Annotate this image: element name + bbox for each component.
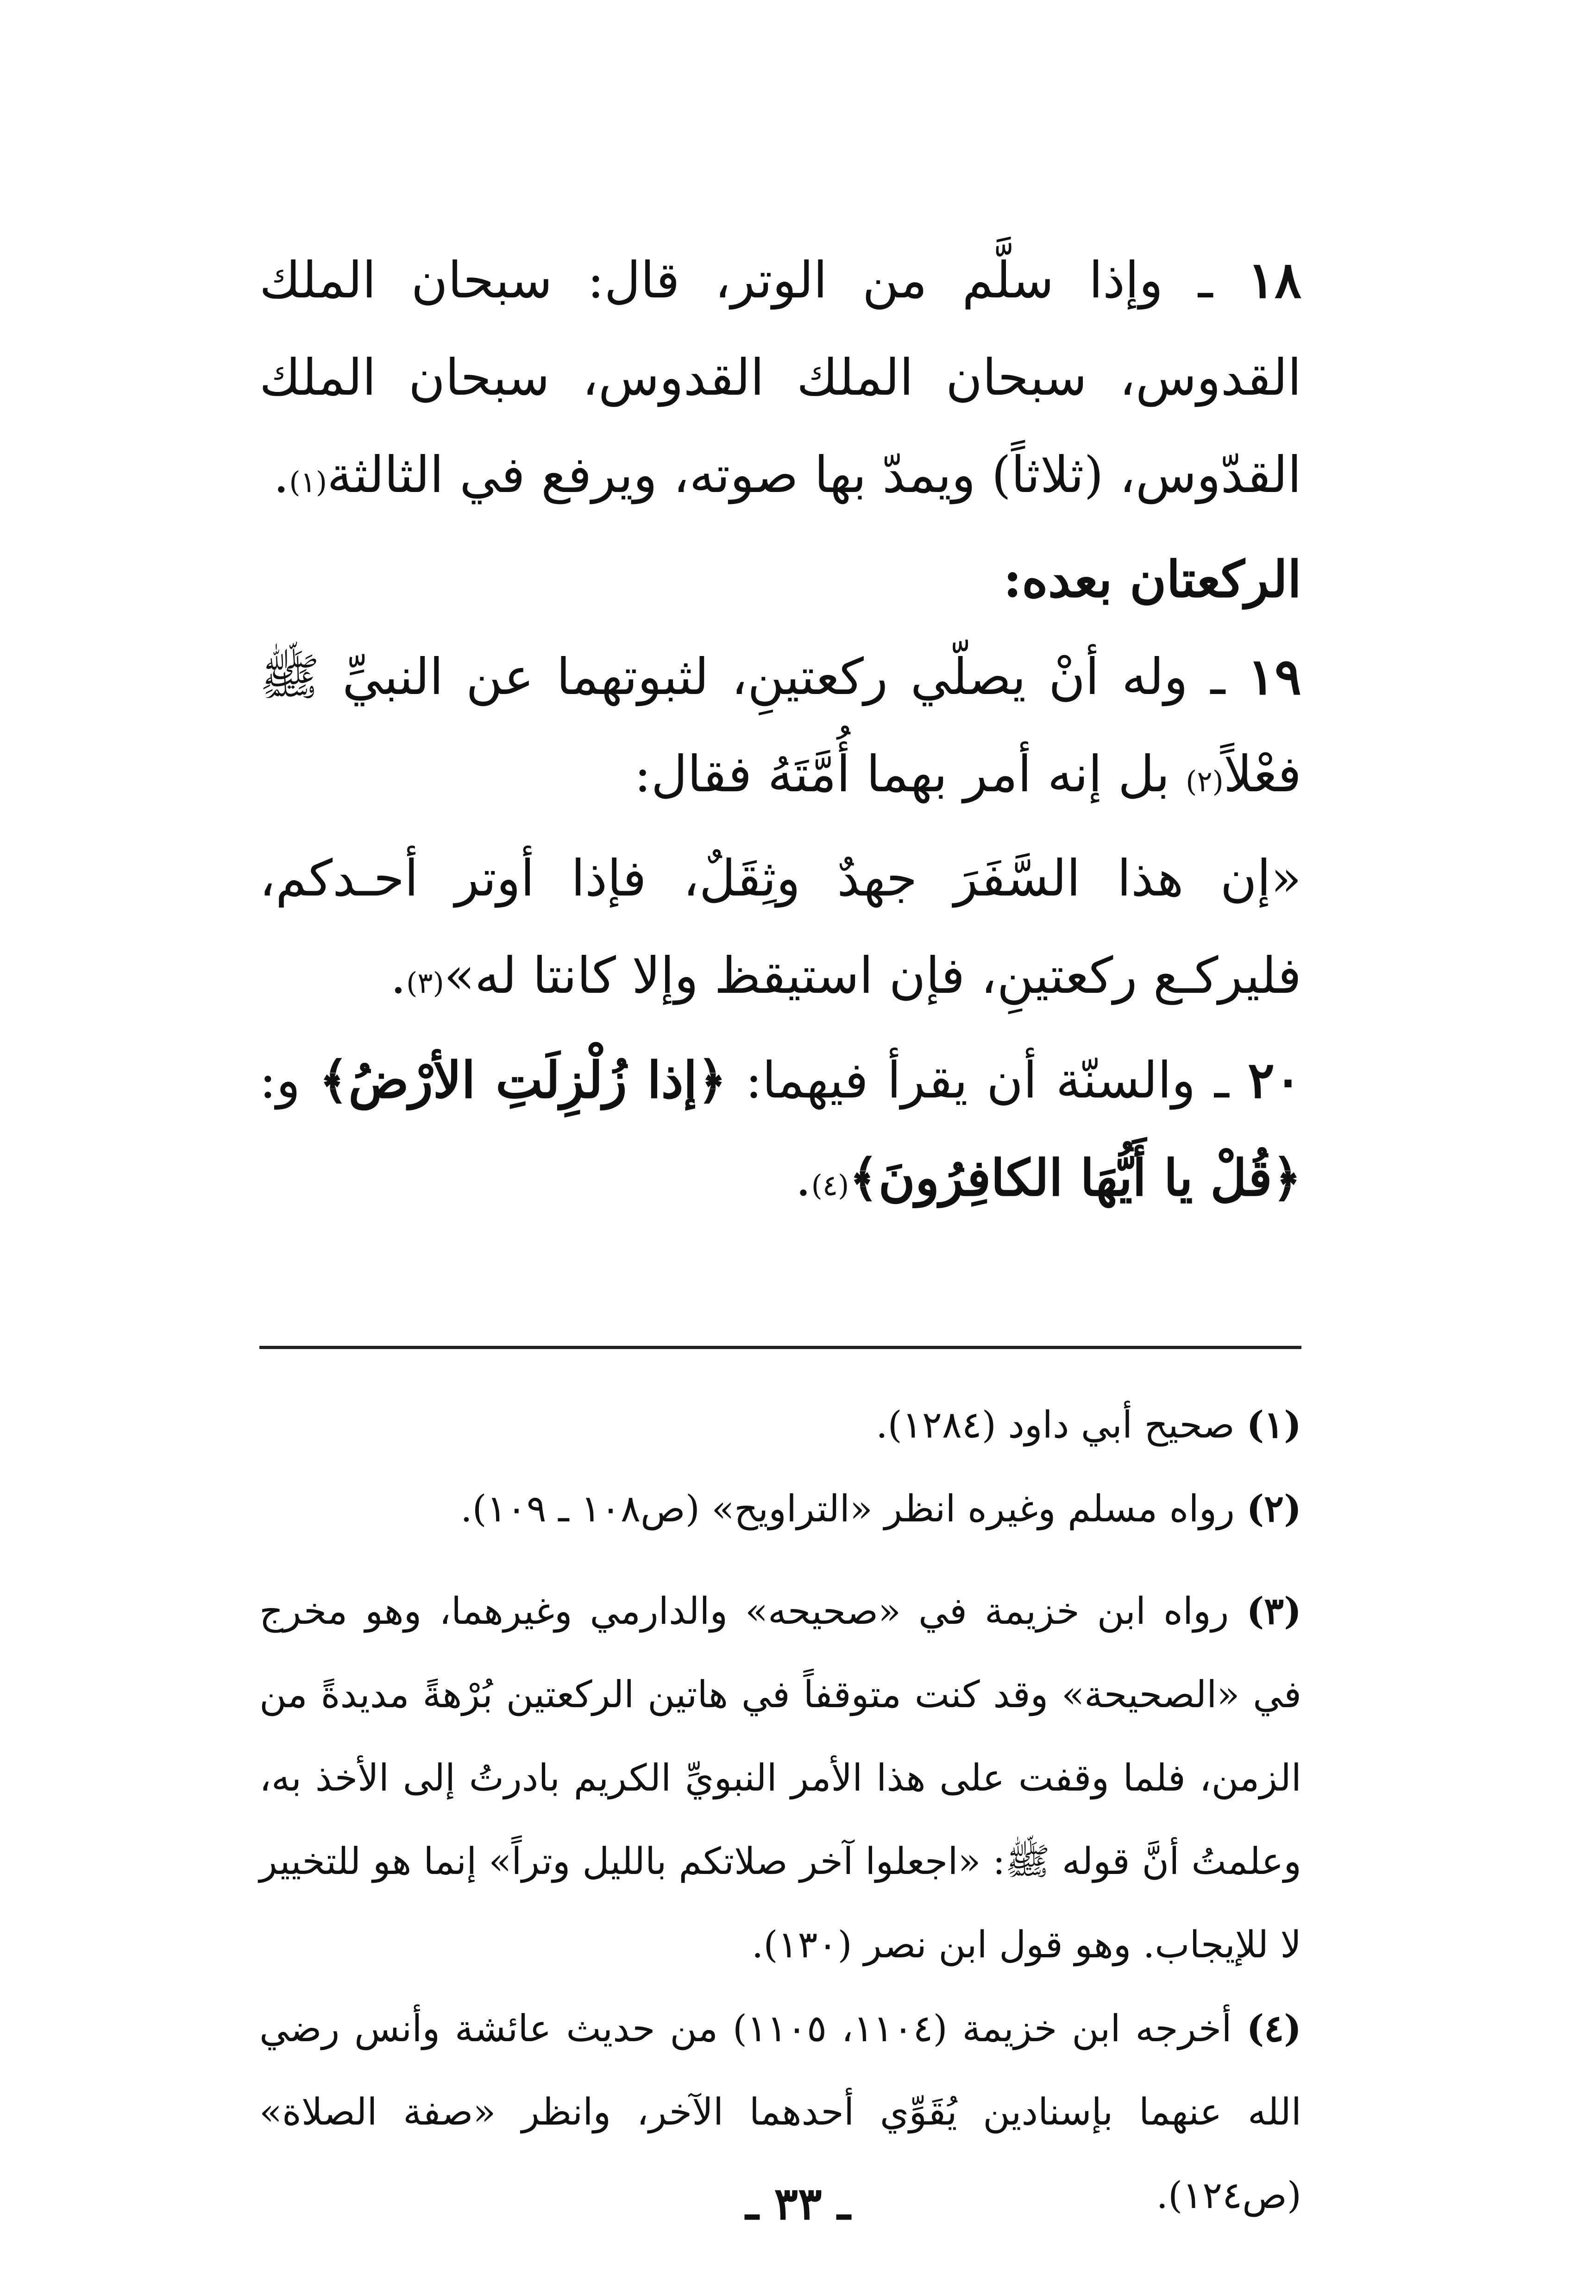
paragraph-text: ـ والسنّة أن يقرأ فيهما: xyxy=(726,1052,1248,1110)
quran-verse: ﴿إذا زُلْزِلَتِ الأرْضُ﴾ xyxy=(319,1051,727,1110)
paragraph-end: . xyxy=(390,947,407,1005)
footnotes xyxy=(259,1383,1301,2237)
paragraph-number: ٢٠ xyxy=(1248,1051,1302,1110)
footnote-3 xyxy=(259,1569,1301,1987)
footnote-ref: (٢) xyxy=(1186,764,1224,798)
paragraph-20 xyxy=(259,1032,1301,1234)
main-text xyxy=(259,232,1301,1234)
paragraph-number: ١٨ xyxy=(1247,251,1301,309)
footnote-ref: (٤) xyxy=(811,1168,849,1202)
footnote-ref: (١) xyxy=(289,465,327,499)
section-heading: الركعتان بعده: xyxy=(1003,550,1301,609)
paragraph-end: . xyxy=(273,446,289,504)
footnote-text: رواه مسلم وغيره انظر «التراويح» (ص١٠٨ ـ ١٠٩). xyxy=(460,1487,1247,1530)
footnote-number: (٢) xyxy=(1246,1487,1301,1530)
footnote-text: أخرجه ابن خزيمة (١١٠٤، ١١٠٥) من حديث عائشة وأنس رضي الله عنهما بإسنادين يُقَوِّي أحدهما الآخر، وانظر «صفة الصلاة» (ص١٢٤). xyxy=(259,2007,1301,2217)
footnote-number: (١) xyxy=(1246,1403,1301,1446)
page-number: ـ ٣٣ ـ xyxy=(745,2177,851,2230)
footnote-2 xyxy=(259,1467,1301,1551)
paragraph-18 xyxy=(259,232,1301,531)
paragraph-19 xyxy=(259,628,1301,830)
footnote-text: صحيح أبي داود (١٢٨٤). xyxy=(876,1403,1247,1446)
paragraph-text: ـ وإذا سلَّم من الوتر، قال: سبحان الملك القدوس، سبحان الملك القدوس، سبحان الملك القدّوس، (ثلاثاً) ويمدّ بها صوته، ويرفع في الثالثة xyxy=(259,252,1301,504)
footnote-divider xyxy=(259,1346,1301,1349)
hadith-text: «إن هذا السَّفَرَ جهدٌ وثِقَلٌ، فإذا أوتر أحـدكم، فليركـع ركعتينِ، فإن استيقظ وإلا كانتا له» xyxy=(259,850,1302,1005)
footnote-ref: (٣) xyxy=(406,966,444,1000)
paragraph-end: . xyxy=(795,1149,811,1207)
paragraph-text: و: xyxy=(259,1052,319,1110)
paragraph-text-continued: بل إنه أمر بهما أُمَّتَهُ فقال: xyxy=(634,745,1186,803)
footnote-text: رواه ابن خزيمة في «صحيحه» والدارمي وغيرهما، وهو مخرج في «الصحيحة» وقد كنت متوقفاً في هاتين الركعتين بُرْهةً مديدةً من الزمن، فلما وقفت على هذا الأمر النبويِّ الكريم بادرتُ إلى الأخذ به، وعلمتُ أنَّ قوله ﷺ: «اجعلوا آخر صلاتكم بالليل وتراً» إنما هو للتخيير لا للإيجاب. وهو قول ابن نصر (١٣٠). xyxy=(259,1590,1301,1966)
paragraph-text: ـ وله أنْ يصلّي ركعتينِ، لثبوتهما عن النبيِّ ﷺ فعْلاً xyxy=(259,648,1301,803)
footnote-number: (٣) xyxy=(1246,1589,1301,1633)
footnote-1 xyxy=(259,1383,1301,1467)
paragraph-number: ١٩ xyxy=(1247,648,1301,706)
hadith-quote xyxy=(259,830,1301,1032)
quran-verse: ﴿قُلْ يا أَيُّهَا الكافِرُونَ﴾ xyxy=(849,1149,1301,1207)
footnote-number: (٤) xyxy=(1246,2006,1302,2050)
